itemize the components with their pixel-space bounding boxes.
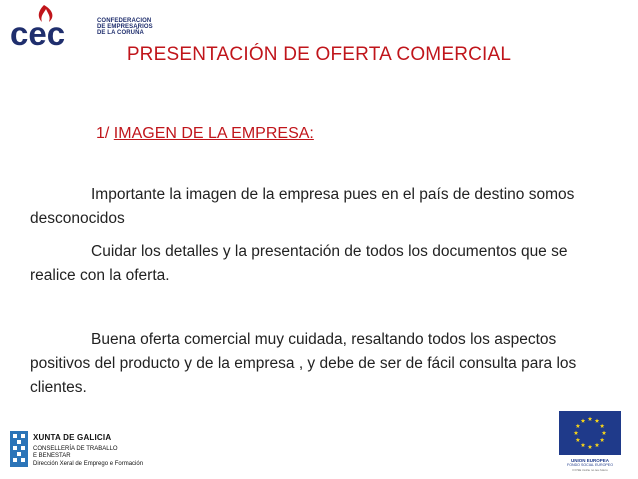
eu-logo	[559, 411, 621, 473]
section-heading	[96, 125, 314, 143]
xunta-emblem-icon	[10, 431, 28, 467]
cec-name-line-2: DE EMPRESARIOS	[97, 24, 153, 31]
paragraph-1: Importante la imagen de la empresa pues en el país de destino somos desconocidos	[30, 186, 575, 227]
eu-line-2: FONDO SOCIAL EUROPEO	[567, 463, 613, 467]
xunta-logo	[10, 425, 160, 471]
xunta-name: XUNTA DE GALICIA	[33, 433, 112, 442]
cec-name	[97, 18, 153, 37]
xunta-line-3: Dirección Xeral de Emprego e Formación	[33, 461, 144, 467]
eu-flag-icon	[559, 411, 621, 455]
section-number: 1/	[96, 125, 110, 142]
cec-acronym: cec	[10, 15, 66, 50]
cec-logo	[8, 2, 178, 50]
slide-title: PRESENTACIÓN DE OFERTA COMERCIAL	[126, 44, 512, 65]
cec-logo-mark	[8, 2, 96, 50]
paragraph-3: Buena oferta comercial muy cuidada, resaltando todos los aspectos positivos del producto y de la empresa , y debe de ser de fácil consulta para los clientes.	[30, 331, 577, 396]
paragraph-2: Cuidar los detalles y la presentación de todos los documentos que se realice con la oferta.	[30, 243, 568, 284]
section-title: IMAGEN DE LA EMPRESA:	[113, 125, 314, 142]
xunta-line-2: E BENESTAR	[33, 453, 71, 459]
xunta-line-1: CONSELLERÍA DE TRABALLO	[33, 446, 118, 452]
eu-line-3: O FSE invirte no teu futuro	[572, 468, 608, 472]
eu-line-1: UNION EUROPEA	[570, 458, 609, 463]
cec-name-line-1: CONFEDERACION	[97, 18, 152, 24]
cec-name-line-3: DE LA CORUÑA	[97, 30, 144, 37]
